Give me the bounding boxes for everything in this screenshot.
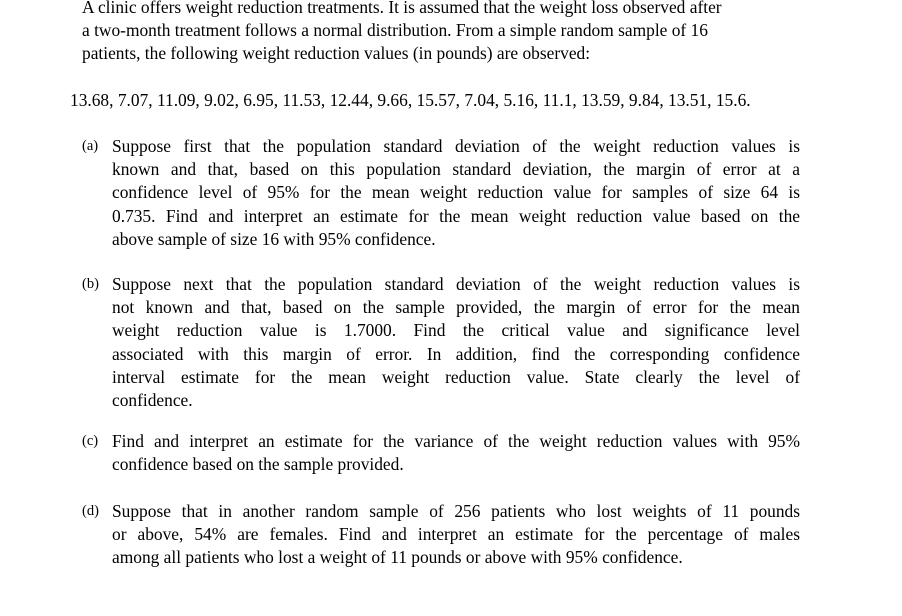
question-line: Suppose that in another random sample of 256 patients who lost weights of 11 pounds bbox=[112, 501, 800, 521]
question-line: among all patients who lost a weight of 11 pounds or above with 95% confidence. bbox=[112, 547, 683, 568]
question-line: or above, 54% are females. Find and interpret an estimate for the percentage of males bbox=[112, 524, 800, 545]
question-line: associated with this margin of error. In addition, find the corresponding confidence bbox=[112, 343, 800, 364]
question-line: confidence based on the sample provided. bbox=[112, 454, 404, 475]
question-line: 0.735. Find and interpret an estimate for the mean weight reduction value based on the bbox=[112, 205, 800, 226]
question-line: not known and that, based on the sample provided, the margin of error for the mean bbox=[112, 297, 800, 318]
intro-paragraph bbox=[82, 0, 802, 65]
question-line: Suppose first that the population standard deviation of the weight reduction values is bbox=[112, 136, 800, 156]
intro-line: a two-month treatment follows a normal distribution. From a simple random sample of 16 bbox=[82, 20, 708, 40]
question-line: confidence. bbox=[112, 390, 193, 411]
question-line: Suppose next that the population standard deviation of the weight reduction values is bbox=[112, 274, 800, 294]
sample-values: 13.68, 7.07, 11.09, 9.02, 6.95, 11.53, 12.44, 9.66, 15.57, 7.04, 5.16, 11.1, 13.59, 9.84, 13.51, 15.6. bbox=[70, 90, 751, 110]
question-line: Find and interpret an estimate for the variance of the weight reduction values with 95% bbox=[112, 431, 800, 451]
question-label: (a) bbox=[82, 138, 99, 154]
intro-line: patients, the following weight reduction values (in pounds) are observed: bbox=[82, 43, 591, 63]
question-label: (c) bbox=[82, 433, 99, 449]
question-label: (d) bbox=[82, 503, 99, 519]
question-text bbox=[112, 135, 800, 251]
question-line: interval estimate for the mean weight reduction value. State clearly the level of bbox=[112, 366, 800, 387]
question-line: above sample of size 16 with 95% confidence. bbox=[112, 228, 436, 249]
question-line: known and that, based on this population standard deviation, the margin of error at a bbox=[112, 159, 800, 180]
question-label: (b) bbox=[82, 276, 99, 292]
question-text bbox=[112, 273, 800, 412]
question-text bbox=[112, 430, 800, 476]
question-line: confidence level of 95% for the mean weight reduction value for samples of size 64 is bbox=[112, 182, 800, 203]
intro-line: A clinic offers weight reduction treatments. It is assumed that the weight loss observed after bbox=[82, 0, 722, 17]
question-line: weight reduction value is 1.7000. Find the critical value and significance level bbox=[112, 320, 800, 341]
question-text bbox=[112, 500, 800, 570]
